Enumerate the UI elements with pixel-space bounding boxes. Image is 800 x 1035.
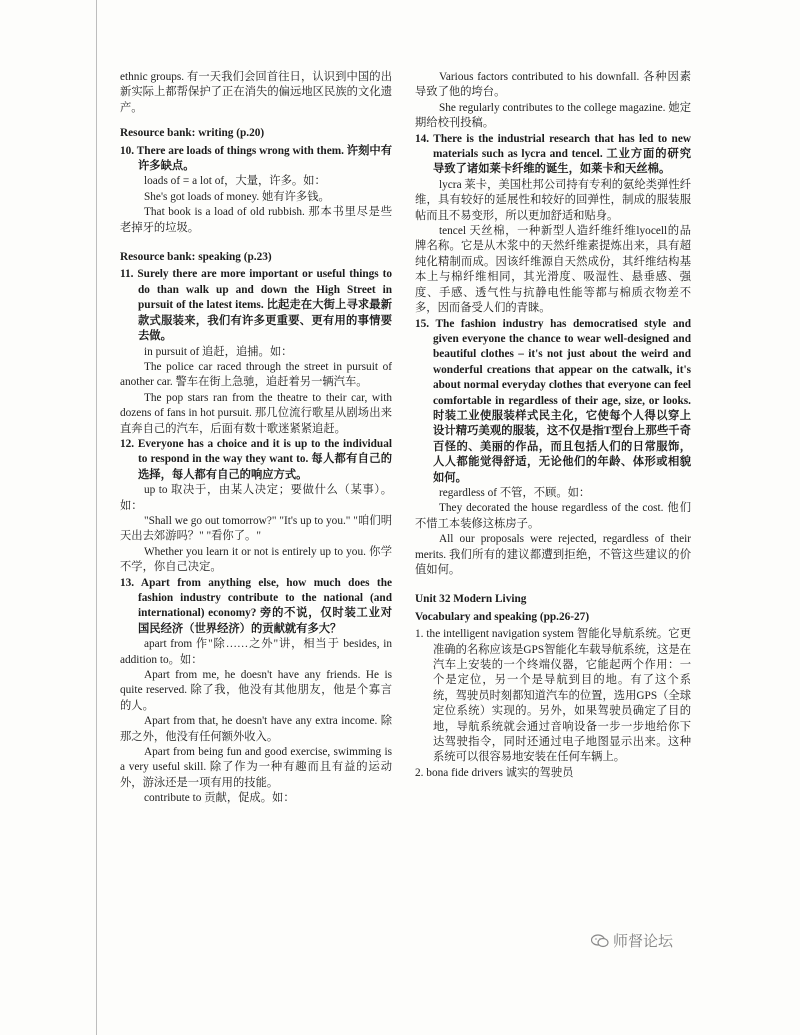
item-12: 12. Everyone has a choice and it is up to the individual to respond in the way they want to. 每人都有自己的选择，每人都有自己的响应方式。 xyxy=(120,437,392,481)
unit32-item-1: 1. the intelligent navigation system 智能化导航系统。它更准确的名称应该是GPS智能化车载导航系统，这是在汽车上安装的一个终端仪器，它能起两个作用：一个是定位，另一个是导航到目的地。有了这个系统，驾驶员时刻都知道汽车的位置，选用GPS（全球定位系统）实现的。另外，如果驾驶员确定了目的地，导航系统就会通过音响设备一步一步地给你下达驾驶指令，同时还通过电子地图显示出来。这种系统可以很容易地安装在任何车辆上。 xyxy=(415,628,691,764)
heading-resource-bank-writing: Resource bank: writing (p.20) xyxy=(120,127,265,140)
item-12-example-1: up to 取决于，由某人决定；要做什么（某事）。如： xyxy=(120,484,392,512)
item-15-example-3: All our proposals were rejected, regardless of their merits. 我们所有的建议都遭到拒绝，不管这些建议的价值如何。 xyxy=(415,533,691,576)
heading-unit-32: Unit 32 Modern Living xyxy=(415,593,527,606)
item-10-example-3: That book is a load of old rubbish. 那本书里尽是些老掉牙的垃圾。 xyxy=(120,206,392,234)
item-10-example-1: loads of = a lot of，大量，许多。如： xyxy=(144,175,326,188)
item-11-example-1: in pursuit of 追赶，追捕。如： xyxy=(144,345,293,358)
watermark xyxy=(591,930,673,951)
heading-resource-bank-speaking: Resource bank: speaking (p.23) xyxy=(120,251,272,264)
item-13-example-1: apart from 作"除……之外"讲，相当于 besides, in addition to。如： xyxy=(120,638,392,666)
item-12-example-3: Whether you learn it or not is entirely up to you. 你学不学，你自己决定。 xyxy=(120,545,392,574)
item-15: 15. The fashion industry has democratised style and given everyone the chance to wear well-designed and beautiful clothes – it's not just about the weird and wonderful creations that appear on the catwalk, it's about normal everyday clothes that everyone can feel comfortable in regardless of their age, size, or looks. 时装工业使服装样式民主化，它使每个人得以穿上设计精巧美观的服装，这不仅是指T型台上那些千奇百怪的、美丽的作品，而且包括人们的日常服饰，人人都能觉得舒适，无论他们的年龄、体形或相貌如何。 xyxy=(415,317,691,484)
item-13: 13. Apart from anything else, how much does the fashion industry contribute to the national (and international) economy? 旁的不说，仅时装工业对国民经济（世界经济）的贡献就有多大？ xyxy=(120,576,392,635)
unit32-item-2: 2. bona fide drivers 诚实的驾驶员 xyxy=(415,766,574,779)
page-edge-line xyxy=(96,0,97,1035)
right-column xyxy=(415,70,691,781)
item-10-example-2: She's got loads of money. 她有许多钱。 xyxy=(144,190,330,203)
item-11-example-2: The police car raced through the street in pursuit of another car. 警车在街上急驰，追赶着另一辆汽车。 xyxy=(120,360,392,389)
item-15-example-1: regardless of 不管，不顾。如： xyxy=(439,486,591,499)
item-11: 11. Surely there are more important or useful things to do than walk up and down the High Street in pursuit of the latest items. 比起走在大街上寻求最新款式服装来，我们有许多更重要、更有用的事情要去做。 xyxy=(120,268,392,343)
item-14-example-2: tencel 天丝棉，一种新型人造纤维纤维lyocell的品牌名称。它是从木浆中的天然纤维素提炼出来，具有超纯化精制而成。因该纤维源自天然成份，其纤维结构基本上与棉纤维相同，其光滑度、吸湿性、悬垂感、强度、手感、透气性与抗静电性能等都与棉质衣物差不多，因而备受人们的青睐。 xyxy=(415,225,691,315)
item-14: 14. There is the industrial research that has led to new materials such as lycra and tencel. 工业方面的研究导致了诸如莱卡纤维的诞生，如莱卡和天丝棉。 xyxy=(415,132,691,176)
item-11-example-3: The pop stars ran from the theatre to their car, with dozens of fans in hot pursuit. 那几位流行歌星从剧场出来直奔自己的汽车，后面有数十歌迷紧紧追赶。 xyxy=(120,391,392,435)
item-13-example-3: Apart from that, he doesn't have any extra income. 除那之外，他没有任何额外收入。 xyxy=(120,715,392,743)
item-15-example-2: They decorated the house regardless of the cost. 他们不惜工本装修这栋房子。 xyxy=(415,502,691,530)
left-column xyxy=(120,70,392,807)
heading-vocabulary-speaking: Vocabulary and speaking (pp.26-27) xyxy=(415,610,590,623)
item-13-example-2: Apart from me, he doesn't have any friends. He is quite reserved. 除了我，他没有其他朋友，他是个寡言的人。 xyxy=(120,669,392,712)
item-13-example-5: contribute to 贡献，促成。如： xyxy=(144,792,295,805)
wechat-icon xyxy=(591,934,609,948)
item-10: 10. There are loads of things wrong with them. 许刻中有许多缺点。 xyxy=(120,144,392,173)
item-12-example-2: "Shall we go out tomorrow?" "It's up to you." "咱们明天出去郊游吗？" "看你了。" xyxy=(120,514,392,543)
contribute-example-1: Various factors contributed to his downfall. 各种因素导致了他的垮台。 xyxy=(415,71,691,99)
item-14-example-1: lycra 莱卡，美国杜邦公司持有专利的氨纶类弹性纤维，具有较好的延展性和较好的回弹性，制成的服装服帖而且不易变形，所以更加舒适和贴身。 xyxy=(415,178,691,222)
contribute-example-2: She regularly contributes to the college magazine. 她定期给校刊投稿。 xyxy=(415,101,691,130)
watermark-text: 师督论坛 xyxy=(613,932,674,950)
item-13-example-4: Apart from being fun and good exercise, swimming is a very useful skill. 除了作为一种有趣而且有益的运动外，游泳还是一项有用的技能。 xyxy=(120,746,392,789)
intro-paragraph: ethnic groups. 有一天我们会回首往日，认识到中国的出新实际上都帮保护了正在消失的偏远地区民族的文化遗产。 xyxy=(120,71,392,114)
